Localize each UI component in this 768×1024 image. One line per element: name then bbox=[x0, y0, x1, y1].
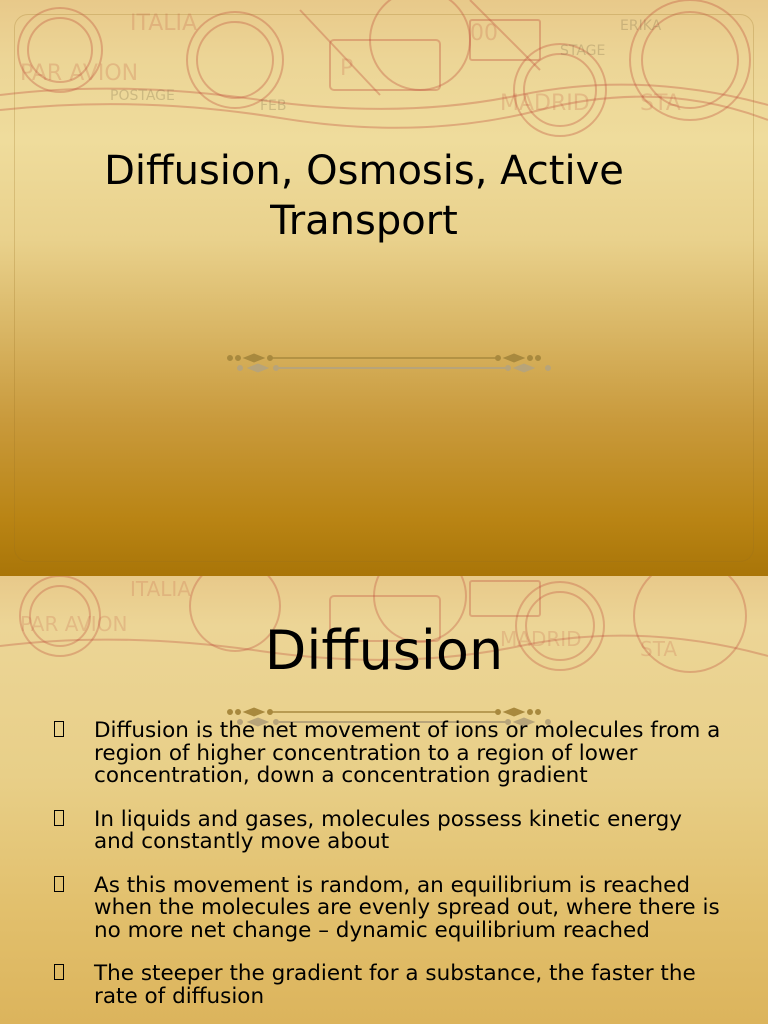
bullet-item bbox=[0, 963, 768, 1008]
bullet-glyph-icon bbox=[54, 810, 64, 826]
bullet-item bbox=[0, 720, 768, 788]
svg-text:STA: STA bbox=[640, 637, 678, 661]
bullet-list bbox=[0, 720, 768, 1024]
bullet-glyph-icon bbox=[54, 876, 64, 892]
svg-text:ITALIA: ITALIA bbox=[130, 577, 191, 601]
bullet-text: The steeper the gradient for a substance, the faster the rate of diffusion bbox=[94, 961, 696, 1009]
svg-text:00: 00 bbox=[470, 21, 498, 46]
slide-diffusion bbox=[0, 576, 768, 1024]
svg-text:MADRID: MADRID bbox=[500, 91, 590, 116]
svg-text:POSTAGE: POSTAGE bbox=[110, 88, 175, 104]
svg-text:ITALIA: ITALIA bbox=[130, 11, 198, 36]
bullet-item bbox=[0, 806, 768, 854]
bullet-item bbox=[0, 872, 768, 943]
svg-text:PAR AVION: PAR AVION bbox=[20, 61, 139, 86]
ornament-divider-icon bbox=[224, 350, 554, 374]
svg-text:MADRID: MADRID bbox=[500, 627, 582, 651]
svg-text:P: P bbox=[340, 56, 354, 81]
bullet-text: Diffusion is the net movement of ions or molecules from a region of higher concentration to a region of lower concentration, down a concentration gradient bbox=[94, 718, 721, 788]
bullet-text: In liquids and gases, molecules possess kinetic energy and constantly move about bbox=[94, 806, 682, 854]
slide-title-text: Diffusion bbox=[264, 619, 504, 682]
svg-text:ERIKA: ERIKA bbox=[620, 18, 662, 34]
bullet-glyph-icon bbox=[54, 964, 64, 980]
bullet-glyph-icon bbox=[54, 721, 64, 737]
slide-title-text: Diffusion, Osmosis, Active Transport bbox=[104, 148, 624, 244]
svg-text:PAR AVION: PAR AVION bbox=[20, 612, 128, 636]
svg-text:FEB: FEB bbox=[260, 98, 287, 114]
slide-frame bbox=[14, 14, 754, 562]
svg-text:STA: STA bbox=[640, 91, 681, 116]
bullet-text: As this movement is random, an equilibrium is reached when the molecules are evenly spread out, where there is no more net change – dynamic equilibrium reached bbox=[94, 872, 720, 943]
svg-text:STAGE: STAGE bbox=[560, 43, 606, 59]
